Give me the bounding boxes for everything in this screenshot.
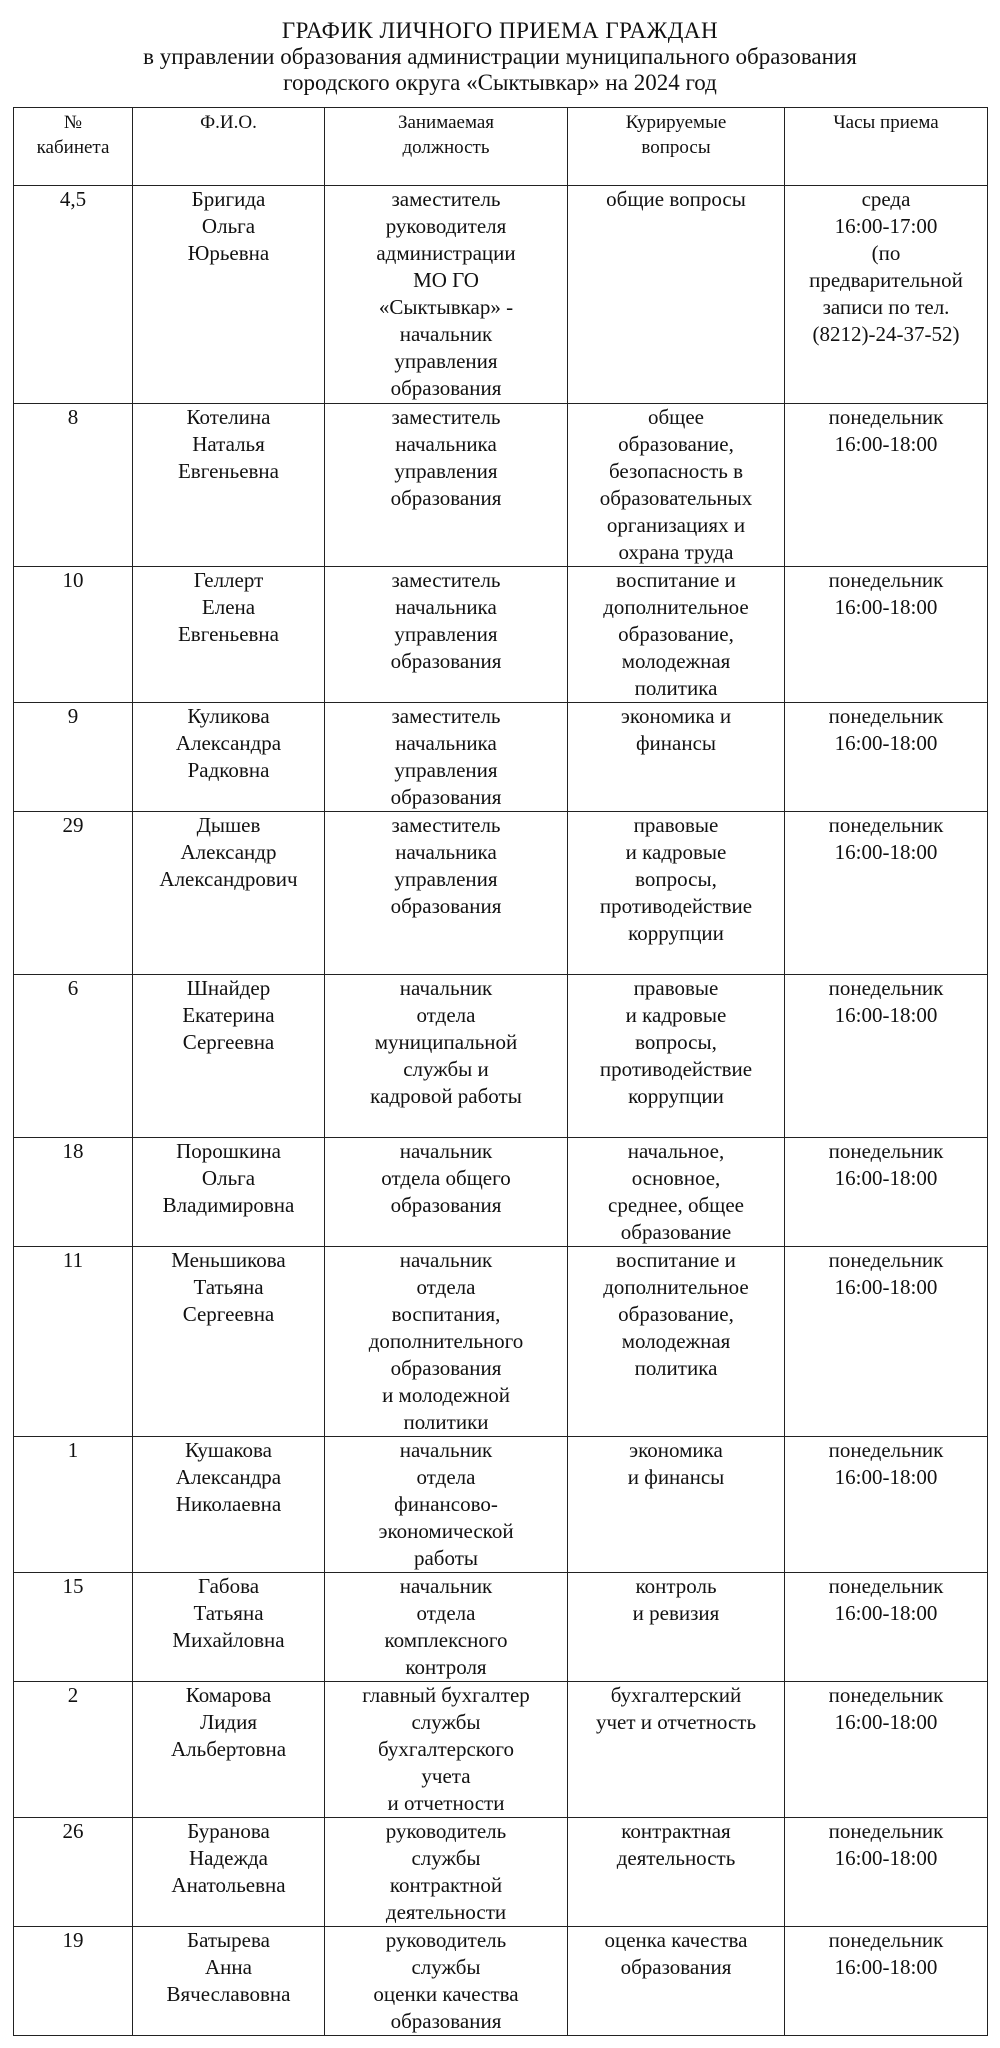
cell-name: Меньшикова Татьяна Сергеевна	[133, 1247, 325, 1437]
cell-issues: экономика и финансы	[568, 703, 785, 812]
column-header-issues: Курируемые вопросы	[568, 108, 785, 186]
cell-room: 8	[14, 404, 133, 567]
cell-position: начальник отдела общего образования	[325, 1138, 568, 1247]
cell-name: Батырева Анна Вячеславовна	[133, 1927, 325, 2036]
cell-hours: среда 16:00-17:00 (по предварительной записи по тел. (8212)-24-37-52)	[785, 186, 988, 404]
cell-issues: контроль и ревизия	[568, 1573, 785, 1682]
document-title: ГРАФИК ЛИЧНОГО ПРИЕМА ГРАЖДАН	[281, 18, 719, 43]
cell-position: начальник отдела комплексного контроля	[325, 1573, 568, 1682]
cell-name: Буранова Надежда Анатольевна	[133, 1818, 325, 1927]
cell-hours: понедельник 16:00-18:00	[785, 1682, 988, 1818]
cell-name: Дышев Александр Александрович	[133, 812, 325, 975]
cell-hours: понедельник 16:00-18:00	[785, 812, 988, 975]
cell-room: 26	[14, 1818, 133, 1927]
cell-room: 18	[14, 1138, 133, 1247]
cell-hours: понедельник 16:00-18:00	[785, 1927, 988, 2036]
cell-room: 1	[14, 1437, 133, 1573]
cell-room: 10	[14, 567, 133, 703]
cell-name: Геллерт Елена Евгеньевна	[133, 567, 325, 703]
cell-issues: экономика и финансы	[568, 1437, 785, 1573]
cell-position: заместитель начальника управления образования	[325, 703, 568, 812]
table-row	[14, 1682, 988, 1818]
table-row	[14, 186, 988, 404]
table-row	[14, 975, 988, 1138]
cell-room: 2	[14, 1682, 133, 1818]
cell-room: 15	[14, 1573, 133, 1682]
cell-name: Шнайдер Екатерина Сергеевна	[133, 975, 325, 1138]
column-header-room: № кабинета	[14, 108, 133, 186]
cell-hours: понедельник 16:00-18:00	[785, 975, 988, 1138]
cell-room: 11	[14, 1247, 133, 1437]
cell-room: 6	[14, 975, 133, 1138]
cell-hours: понедельник 16:00-18:00	[785, 404, 988, 567]
cell-issues: правовые и кадровые вопросы, противодействие коррупции	[568, 812, 785, 975]
table-row	[14, 1138, 988, 1247]
cell-position: руководитель службы оценки качества образования	[325, 1927, 568, 2036]
table-row	[14, 1927, 988, 2036]
cell-hours: понедельник 16:00-18:00	[785, 1437, 988, 1573]
cell-issues: воспитание и дополнительное образование, молодежная политика	[568, 1247, 785, 1437]
cell-position: заместитель начальника управления образования	[325, 567, 568, 703]
document-subtitle-line-1: в управлении образования администрации муниципального образования	[143, 44, 857, 69]
cell-position: заместитель начальника управления образования	[325, 404, 568, 567]
cell-issues: общее образование, безопасность в образовательных организациях и охрана труда	[568, 404, 785, 567]
cell-room: 29	[14, 812, 133, 975]
cell-issues: бухгалтерский учет и отчетность	[568, 1682, 785, 1818]
cell-name: Порошкина Ольга Владимировна	[133, 1138, 325, 1247]
table-row	[14, 812, 988, 975]
cell-position: начальник отдела финансово- экономической работы	[325, 1437, 568, 1573]
table-row	[14, 1247, 988, 1437]
cell-hours: понедельник 16:00-18:00	[785, 567, 988, 703]
cell-issues: начальное, основное, среднее, общее образование	[568, 1138, 785, 1247]
table-header-row	[14, 108, 988, 186]
cell-hours: понедельник 16:00-18:00	[785, 1818, 988, 1927]
table-body	[14, 186, 988, 2036]
cell-name: Комарова Лидия Альбертовна	[133, 1682, 325, 1818]
cell-room: 4,5	[14, 186, 133, 404]
cell-name: Котелина Наталья Евгеньевна	[133, 404, 325, 567]
cell-name: Габова Татьяна Михайловна	[133, 1573, 325, 1682]
cell-hours: понедельник 16:00-18:00	[785, 703, 988, 812]
table-row	[14, 404, 988, 567]
cell-name: Куликова Александра Радковна	[133, 703, 325, 812]
cell-position: заместитель начальника управления образования	[325, 812, 568, 975]
column-header-position: Занимаемая должность	[325, 108, 568, 186]
cell-room: 9	[14, 703, 133, 812]
document-subtitle-line-2: городского округа «Сыктывкар» на 2024 год	[283, 70, 717, 95]
table-row	[14, 703, 988, 812]
document-header	[0, 0, 1000, 96]
cell-position: заместитель руководителя администрации МО ГО «Сыктывкар» - начальник управления образования	[325, 186, 568, 404]
cell-issues: воспитание и дополнительное образование, молодежная политика	[568, 567, 785, 703]
table-row	[14, 1818, 988, 1927]
cell-name: Кушакова Александра Николаевна	[133, 1437, 325, 1573]
column-header-name: Ф.И.О.	[133, 108, 325, 186]
cell-room: 19	[14, 1927, 133, 2036]
cell-position: начальник отдела воспитания, дополнительного образования и молодежной политики	[325, 1247, 568, 1437]
cell-hours: понедельник 16:00-18:00	[785, 1138, 988, 1247]
cell-issues: общие вопросы	[568, 186, 785, 404]
table-row	[14, 1573, 988, 1682]
cell-hours: понедельник 16:00-18:00	[785, 1573, 988, 1682]
cell-issues: оценка качества образования	[568, 1927, 785, 2036]
table-row	[14, 1437, 988, 1573]
reception-schedule-table	[13, 107, 988, 2036]
table-row	[14, 567, 988, 703]
cell-position: руководитель службы контрактной деятельности	[325, 1818, 568, 1927]
column-header-hours: Часы приема	[785, 108, 988, 186]
cell-position: начальник отдела муниципальной службы и кадровой работы	[325, 975, 568, 1138]
cell-issues: контрактная деятельность	[568, 1818, 785, 1927]
cell-position: главный бухгалтер службы бухгалтерского учета и отчетности	[325, 1682, 568, 1818]
cell-name: Бригида Ольга Юрьевна	[133, 186, 325, 404]
cell-hours: понедельник 16:00-18:00	[785, 1247, 988, 1437]
cell-issues: правовые и кадровые вопросы, противодействие коррупции	[568, 975, 785, 1138]
